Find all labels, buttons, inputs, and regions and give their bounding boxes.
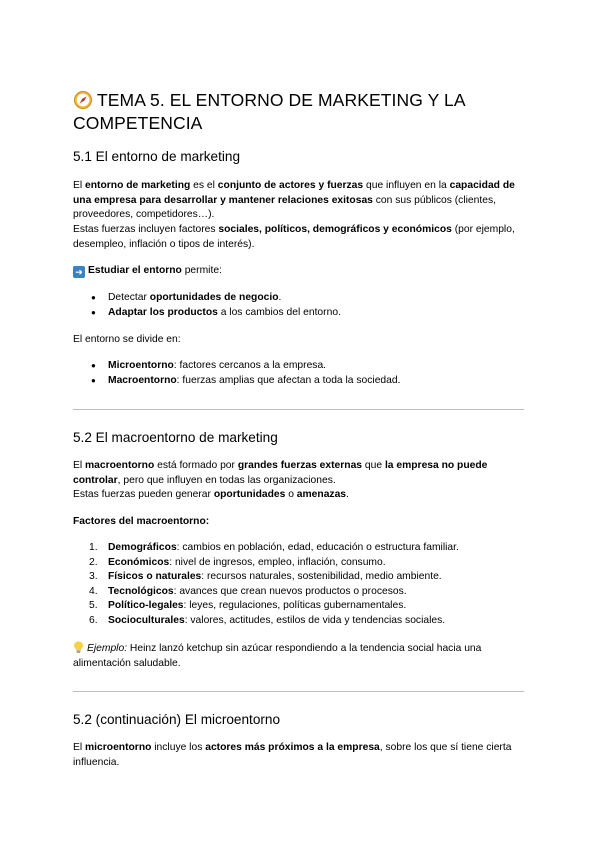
- section-heading-microentorno: 5.2 (continuación) El microentorno: [73, 712, 281, 727]
- list-item: 3. Físicos o naturales: recursos naturales, sostenibilidad, medio ambiente.: [89, 571, 442, 583]
- list-item: 5. Político-legales: leyes, regulaciones, políticas gubernamentales.: [89, 600, 407, 612]
- section-heading-5-1: 5.1 El entorno de marketing: [73, 149, 241, 164]
- s1-divides-line: El entorno se divide en:: [73, 334, 181, 345]
- list-item: 6. Socioculturales: valores, actitudes, estilos de vida y tendencias sociales.: [89, 614, 446, 626]
- section-heading-5-2: 5.2 El macroentorno de marketing: [73, 430, 278, 445]
- list-item: ● Adaptar los productos a los cambios del entorno.: [73, 306, 525, 321]
- factors-list: [73, 541, 525, 629]
- s2-paragraph-2: Estas fuerzas pueden generar oportunidades o amenazas.: [73, 489, 349, 500]
- right-arrow-icon: ➜: [73, 266, 85, 278]
- s1-list-1: [73, 291, 525, 320]
- s1-study-line: ➜ Estudiar el entorno permite:: [73, 264, 525, 279]
- title-text: TEMA 5. EL ENTORNO DE MARKETING Y LA COMPETENCIA: [73, 90, 465, 133]
- list-item: ● Detectar oportunidades de negocio.: [73, 291, 525, 306]
- s3-paragraph-1: El microentorno incluye los actores más próximos a la empresa, sobre los que sí tiene cierta influencia.: [73, 742, 512, 768]
- compass-icon: [73, 90, 93, 110]
- list-item: ● Microentorno: factores cercanos a la empresa.: [73, 359, 525, 374]
- lightbulb-icon: [73, 641, 84, 653]
- list-item: 2. Económicos: nivel de ingresos, empleo, inflación, consumo.: [89, 556, 386, 568]
- page-title: [73, 89, 525, 135]
- s1-paragraph-1: El entorno de marketing es el conjunto de actores y fuerzas que influyen en la capacidad de una empresa para desarrollar y mantener relaciones exitosas con sus públicos (clientes, proveedores, competidores…).: [73, 180, 515, 221]
- list-item: 4. Tecnológicos: avances que crean nuevos productos o procesos.: [89, 585, 407, 597]
- s1-list-2: [73, 359, 525, 388]
- section-divider: [73, 409, 524, 410]
- s1-paragraph-2: Estas fuerzas incluyen factores sociales, políticos, demográficos y económicos (por ejemplo, desempleo, inflación o tipos de interés).: [73, 224, 515, 250]
- example-paragraph: Ejemplo: Heinz lanzó ketchup sin azúcar respondiendo a la tendencia social hacia una alimentación saludable.: [73, 643, 482, 669]
- list-item: 1. Demográficos: cambios en población, edad, educación o estructura familiar.: [89, 542, 459, 553]
- list-item: ● Macroentorno: fuerzas amplias que afectan a toda la sociedad.: [73, 374, 525, 389]
- s2-paragraph-1: El macroentorno está formado por grandes fuerzas externas que la empresa no puede controlar, pero que influyen en todas las organizaciones.: [73, 460, 488, 486]
- section-divider: [73, 691, 524, 692]
- factors-title: Factores del macroentorno:: [73, 516, 210, 527]
